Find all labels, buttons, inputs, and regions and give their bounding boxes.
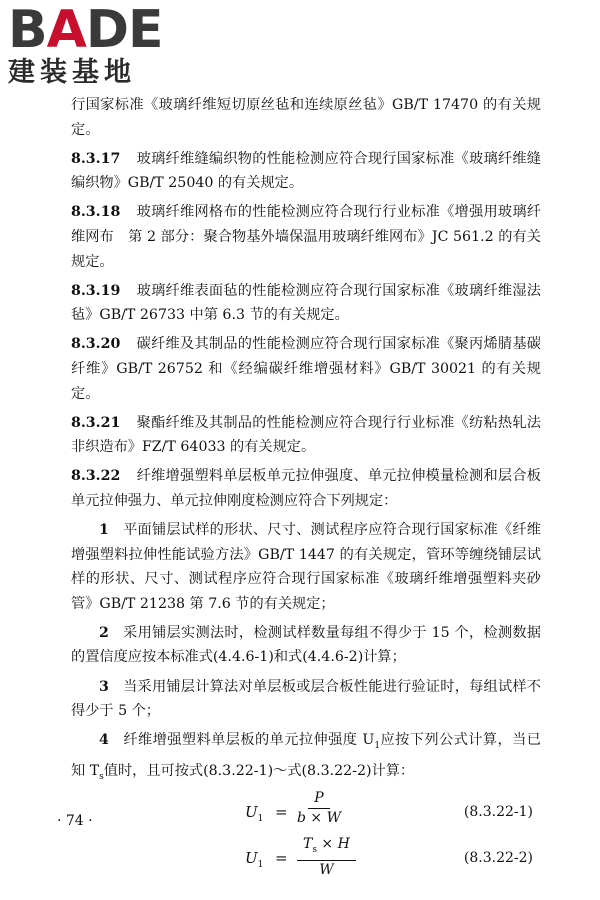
clause-8-3-18 bbox=[71, 200, 541, 274]
sub-item-2 bbox=[71, 621, 541, 670]
clause-text: 玻璃纤维网格布的性能检测应符合现行行业标准《增强用玻璃纤维网布 第 2 部分：聚合物基外墙保温用玻璃纤维网布》JC 561.2 的有关规定。 bbox=[71, 204, 541, 270]
numerator: P bbox=[308, 789, 329, 809]
denominator: W bbox=[319, 861, 334, 878]
clause-number: 8.3.19 bbox=[71, 282, 121, 299]
formula-8-3-22-1 bbox=[71, 790, 541, 829]
formula-lhs: $U_1$ bbox=[245, 803, 264, 825]
formula-number: (8.3.22-2) bbox=[463, 850, 533, 867]
logo-subtitle: 建装基地 bbox=[8, 57, 136, 88]
publisher-logo bbox=[8, 0, 163, 88]
clause-8-3-17 bbox=[71, 147, 541, 196]
sub-item-number: 3 bbox=[99, 678, 109, 695]
clause-8-3-20 bbox=[71, 332, 541, 406]
sub-item-3 bbox=[71, 675, 541, 724]
sub-item-4: 4 纤维增强塑料单层板的单元拉伸强度 $U_1$应按下列公式计算，当已知 $T_s$值时，且可按式(8.3.22-1)～式(8.3.22-2)计算： bbox=[71, 732, 541, 782]
numerator: $T_s \times H$ bbox=[297, 835, 356, 861]
page-number: · 74 · bbox=[57, 813, 93, 829]
clause-number: 8.3.17 bbox=[71, 150, 121, 167]
clause-number: 8.3.22 bbox=[71, 468, 121, 485]
denominator: b × W bbox=[297, 810, 341, 827]
formula-fraction bbox=[297, 789, 341, 828]
equals-sign: = bbox=[275, 803, 288, 822]
sub-item-number: 4 bbox=[99, 732, 109, 749]
clause-text: 纤维增强塑料单层板单元拉伸强度、单元拉伸模量检测和层合板单元拉伸强力、单元拉伸刚度检测应符合下列规定： bbox=[71, 468, 541, 509]
sub-item-number: 1 bbox=[99, 522, 109, 538]
logo-wordmark: BADE bbox=[8, 0, 163, 60]
sub-item-text: 平面铺层试样的形状、尺寸、测试程序应符合现行国家标准《纤维增强塑料拉伸性能试验方法》GB/T 1447 的有关规定，管环等缠绕铺层试样的形状、尺寸、测试程序应符合现行国家标准《玻璃纤维增强塑料夹砂管》GB/T 21238 第 7.6 节的有关规定； bbox=[71, 522, 541, 612]
sub-item-text: 采用铺层实测法时，检测试样数量每组不得少于 15 个，检测数据的置信度应按本标准式(4.4.6-1)和式(4.4.6-2)计算； bbox=[71, 624, 541, 666]
clause-number: 8.3.20 bbox=[71, 336, 121, 353]
formula-lhs: $U_1$ bbox=[245, 849, 264, 871]
equals-sign: = bbox=[275, 849, 288, 868]
clause-text: 玻璃纤维表面毡的性能检测应符合现行国家标准《玻璃纤维湿法毡》GB/T 26733 中第 6.3 节的有关规定。 bbox=[71, 282, 541, 324]
sub-item-number: 2 bbox=[99, 624, 109, 641]
sub-item-text: 当采用铺层计算法对单层板或层合板性能进行验证时，每组试样不得少于 5 个； bbox=[71, 678, 541, 720]
clause-8-3-21 bbox=[71, 411, 541, 460]
clause-number: 8.3.18 bbox=[71, 204, 121, 221]
formula-fraction bbox=[297, 835, 356, 880]
clause-8-3-19 bbox=[71, 279, 541, 328]
paragraph-continuation: 行国家标准《玻璃纤维短切原丝毡和连续原丝毡》GB/T 17470 的有关规定。 bbox=[71, 97, 541, 138]
formula-8-3-22-2 bbox=[71, 836, 541, 878]
formula-number: (8.3.22-1) bbox=[463, 804, 533, 821]
sub-item-1 bbox=[71, 518, 541, 616]
document-body bbox=[71, 93, 541, 878]
clause-8-3-22 bbox=[71, 464, 541, 513]
clause-text: 玻璃纤维缝编织物的性能检测应符合现行国家标准《玻璃纤维缝编织物》GB/T 25040 的有关规定。 bbox=[71, 150, 541, 192]
clause-text: 碳纤维及其制品的性能检测应符合现行国家标准《聚丙烯腈基碳纤维》GB/T 26752 和《经编碳纤维增强材料》GB/T 30021 的有关规定。 bbox=[71, 336, 541, 402]
clause-text: 聚酯纤维及其制品的性能检测应符合现行行业标准《纺粘热轧法非织造布》FZ/T 64033 的有关规定。 bbox=[71, 414, 541, 456]
clause-number: 8.3.21 bbox=[71, 414, 121, 431]
